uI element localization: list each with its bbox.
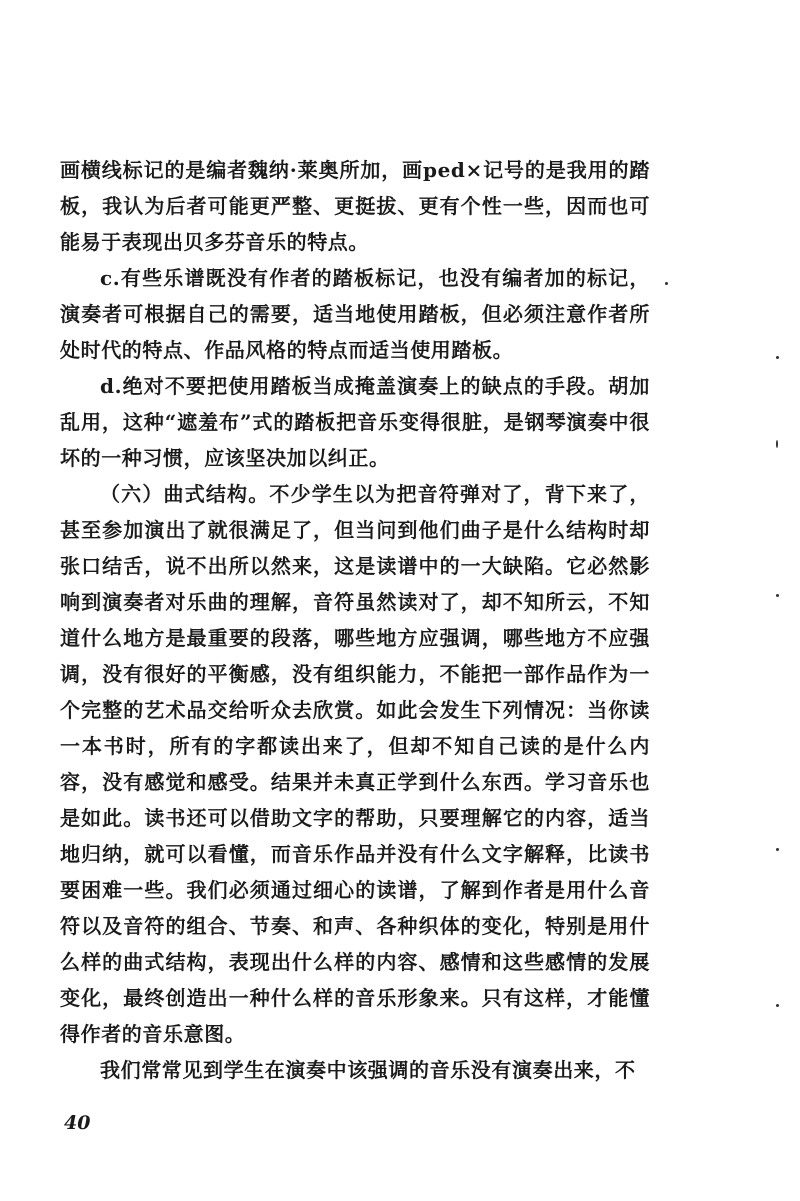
paragraph-1: 画横线标记的是编者魏纳·莱奥所加，画ped×记号的是我用的踏板，我认为后者可能更严整、更挺拔、更有个性一些，因而也可能易于表现出贝多芬音乐的特点。	[60, 158, 650, 254]
scan-speck	[776, 848, 779, 851]
paragraph-last: 我们常常见到学生在演奏中该强调的音乐没有演奏出来，不	[100, 1058, 636, 1082]
scan-speck	[776, 440, 778, 448]
scan-speck	[776, 1004, 779, 1007]
scan-speck	[776, 356, 779, 359]
paragraph-d: d.绝对不要把使用踏板当成掩盖演奏上的缺点的手段。胡加乱用，这种“遮羞布”式的踏板把音乐变得很脏，是钢琴演奏中很坏的一种习惯，应该坚决加以纠正。	[60, 374, 650, 470]
scan-speck	[776, 594, 779, 597]
body-text	[60, 152, 650, 1088]
paragraph-section-six: （六）曲式结构。不少学生以为把音符弹对了，背下来了，甚至参加演出了就很满足了，但当问到他们曲子是什么结构时却张口结舌，说不出所以然来，这是读谱中的一大缺陷。它必然影响到演奏者对乐曲的理解，音符虽然读对了，却不知所云，不知道什么地方是最重要的段落，哪些地方应强调，哪些地方不应强调，没有很好的平衡感，没有组织能力，不能把一部作品作为一个完整的艺术品交给听众去欣赏。如此会发生下列情况：当你读一本书时，所有的字都读出来了，但却不知自己读的是什么内容，没有感觉和感受。结果并未真正学到什么东西。学习音乐也是如此。读书还可以借助文字的帮助，只要理解它的内容，适当地归纳，就可以看懂，而音乐作品并没有什么文字解释，比读书要困难一些。我们必须通过细心的读谱，了解到作者是用什么音符以及音符的组合、节奏、和声、各种织体的变化，特别是用什么样的曲式结构，表现出什么样的内容、感情和这些感情的发展变化，最终创造出一种什么样的音乐形象来。只有这样，才能懂得作者的音乐意图。	[60, 482, 650, 1046]
scan-speck	[665, 282, 668, 285]
paragraph-c: c.有些乐谱既没有作者的踏板标记，也没有编者加的标记，演奏者可根据自己的需要，适当地使用踏板，但必须注意作者所处时代的特点、作品风格的特点而适当使用踏板。	[60, 266, 650, 362]
page-number: 40	[64, 1112, 91, 1134]
